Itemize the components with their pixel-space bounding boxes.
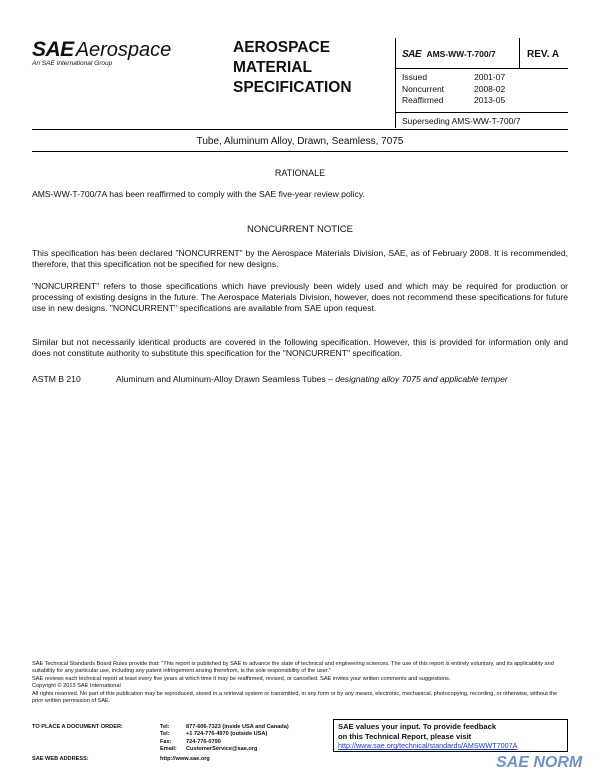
feedback-link[interactable]: http://www.sae.org/technical/standards/AMSWWT7007A [338,741,518,750]
order-contacts [160,724,330,754]
watermark-logo: SAE NORM [496,754,583,771]
reference-description [116,374,508,385]
header-divider-vertical-rev [519,38,520,68]
document-type-title [233,38,383,98]
reference-note: designating alloy 7075 and applicable temper [335,374,508,384]
date-issued: Issued 2001-07 [402,72,506,82]
rationale-heading: RATIONALE [274,168,326,178]
reference-code: ASTM B 210 [32,374,81,384]
web-address-link[interactable]: http://www.sae.org [160,756,210,762]
feedback-line-2: on this Technical Report, please visit [338,731,472,741]
noncurrent-paragraph-1: This specification has been declared "NONCURRENT" by the Aerospace Materials Division, SAE, as of February 2008. It is recommended, therefore, that this specification not be specified for new designs. [32,248,568,269]
superseding-note: Superseding AMS-WW-T-700/7 [402,116,521,126]
footer-review-notice: SAE reviews each technical report at least every five years at which time it may be reaffirmed, revised, or cancelled. SAE invites your written comments and suggestions. [32,675,451,682]
rationale-text: AMS-WW-T-700/7A has been reaffirmed to comply with the SAE five-year review policy. [32,189,365,199]
doc-number: AMS-WW-T-700/7 [426,49,496,59]
title-line-1: AEROSPACE [233,39,331,56]
sae-aerospace-logo [32,38,192,72]
header-rule-bottom [32,129,568,130]
contact-tel-domestic: Tel: 877-606-7323 (inside USA and Canada) [160,724,289,730]
document-title: Tube, Aluminum Alloy, Drawn, Seamless, 7075 [196,136,404,147]
date-reaffirmed: Reaffirmed 2013-05 [402,95,506,105]
order-label: TO PLACE A DOCUMENT ORDER: [32,724,123,730]
reference-title: Aluminum and Aluminum-Alloy Drawn Seamless Tubes – [116,374,336,384]
feedback-box [333,719,568,752]
contact-tel-international: Tel: +1 724-776-4970 (outside USA) [160,731,268,738]
contact-fax: Fax: 724-776-0790 [160,738,221,745]
footer-notices [32,661,568,705]
revision-label: REV. A [527,49,560,60]
title-line-2: MATERIAL [233,59,312,76]
footer-rules-notice: SAE Technical Standards Board Rules provide that: "This report is published by SAE to advance the state of technical and engineering sciences. The use of this report is entirely voluntary, and its applicability and suitability for any particular use, including any patent infringement arising therefrom, is the sole responsibility of the user." [32,661,554,675]
header-rule-dates [395,112,568,113]
logo-tagline: An SAE International Group [32,60,113,67]
noncurrent-paragraph-3: Similar but not necessarily identical products are covered in the following specification. However, this is provided for information only and does not constitute authority to substitute this specification for the "NONCURRENT" specification. [32,337,568,358]
logo-brand: SAE [32,38,74,61]
footer-rights: All rights reserved. No part of this publication may be reproduced, stored in a retrieval system or transmitted, in any form or by any means, electronic, mechanical, photocopying, recording, or otherwise, without the prior written permission of SAE. [32,690,558,705]
header-rule-docnum [395,68,568,69]
contact-email[interactable]: Email: CustomerService@sae.org [160,746,258,753]
noncurrent-paragraph-2: "NONCURRENT" refers to those specifications which have previously been widely used and which may be required for production or processing of existing designs in the future. The Aerospace Materials Division, however, does not recommend these specifications for future use in new designs. "NONCURRENT" specifications are available from SAE upon request. [32,281,568,313]
footer-copyright: Copyright © 2013 SAE International [32,683,121,690]
doc-number-cell [402,49,517,60]
doc-sae-logo: SAE [402,49,422,60]
title-rule [32,151,568,152]
title-line-3: SPECIFICATION [233,79,352,96]
date-noncurrent: Noncurrent 2008-02 [402,83,506,94]
feedback-line-1: SAE values your input. To provide feedback [338,722,497,731]
noncurrent-heading: NONCURRENT NOTICE [247,224,353,235]
dates-block [402,72,562,107]
logo-word: Aerospace [75,39,172,61]
web-address-label: SAE WEB ADDRESS: [32,756,89,762]
header-divider-vertical-left [395,38,396,128]
reference-entry [32,374,568,385]
